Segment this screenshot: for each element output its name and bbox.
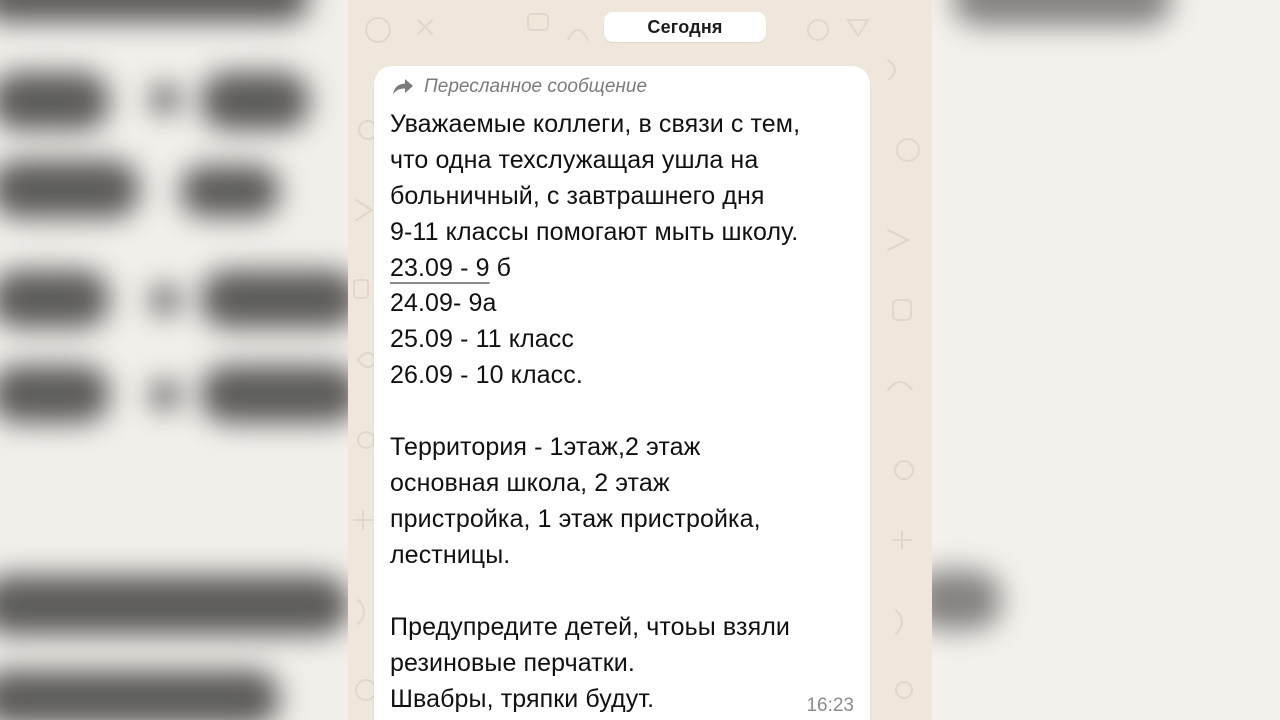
underlined-date: 23.09 - 9 — [390, 254, 490, 282]
class-suffix: б — [489, 254, 512, 282]
message-timestamp: 16:23 — [806, 695, 854, 716]
message-line: резиновые перчатки. — [390, 649, 635, 677]
message-line: 25.09 - 11 класс — [390, 325, 574, 353]
blurred-backdrop-right — [932, 0, 1280, 720]
message-line: больничный, с завтрашнего дня — [390, 182, 765, 210]
message-line: Уважаемые коллеги, в связи с тем, — [390, 110, 801, 138]
message-line: пристройка, 1 этаж пристройка, — [390, 505, 761, 533]
forward-arrow-icon — [392, 78, 414, 96]
message-line: основная школа, 2 этаж — [390, 469, 670, 497]
message-line: что одна техслужащая ушла на — [390, 146, 759, 174]
blurred-backdrop-left — [0, 0, 348, 720]
message-line: 26.09 - 10 класс. — [390, 361, 583, 389]
forwarded-header — [392, 76, 647, 98]
message-bubble[interactable] — [374, 66, 870, 720]
message-line-schedule-first — [390, 254, 511, 283]
message-line: лестницы. — [390, 541, 511, 569]
message-line: Территория - 1этаж,2 этаж — [390, 433, 701, 461]
forwarded-label: Пересланное сообщение — [424, 76, 648, 97]
message-line: 9-11 классы помогают мыть школу. — [390, 218, 799, 246]
date-divider: Сегодня — [604, 12, 766, 42]
message-line: Предупредите детей, чтоьы взяли — [390, 613, 790, 641]
chat-screen — [348, 0, 932, 720]
message-line: 24.09- 9а — [390, 289, 497, 317]
message-line: Швабры, тряпки будут. — [390, 685, 655, 713]
